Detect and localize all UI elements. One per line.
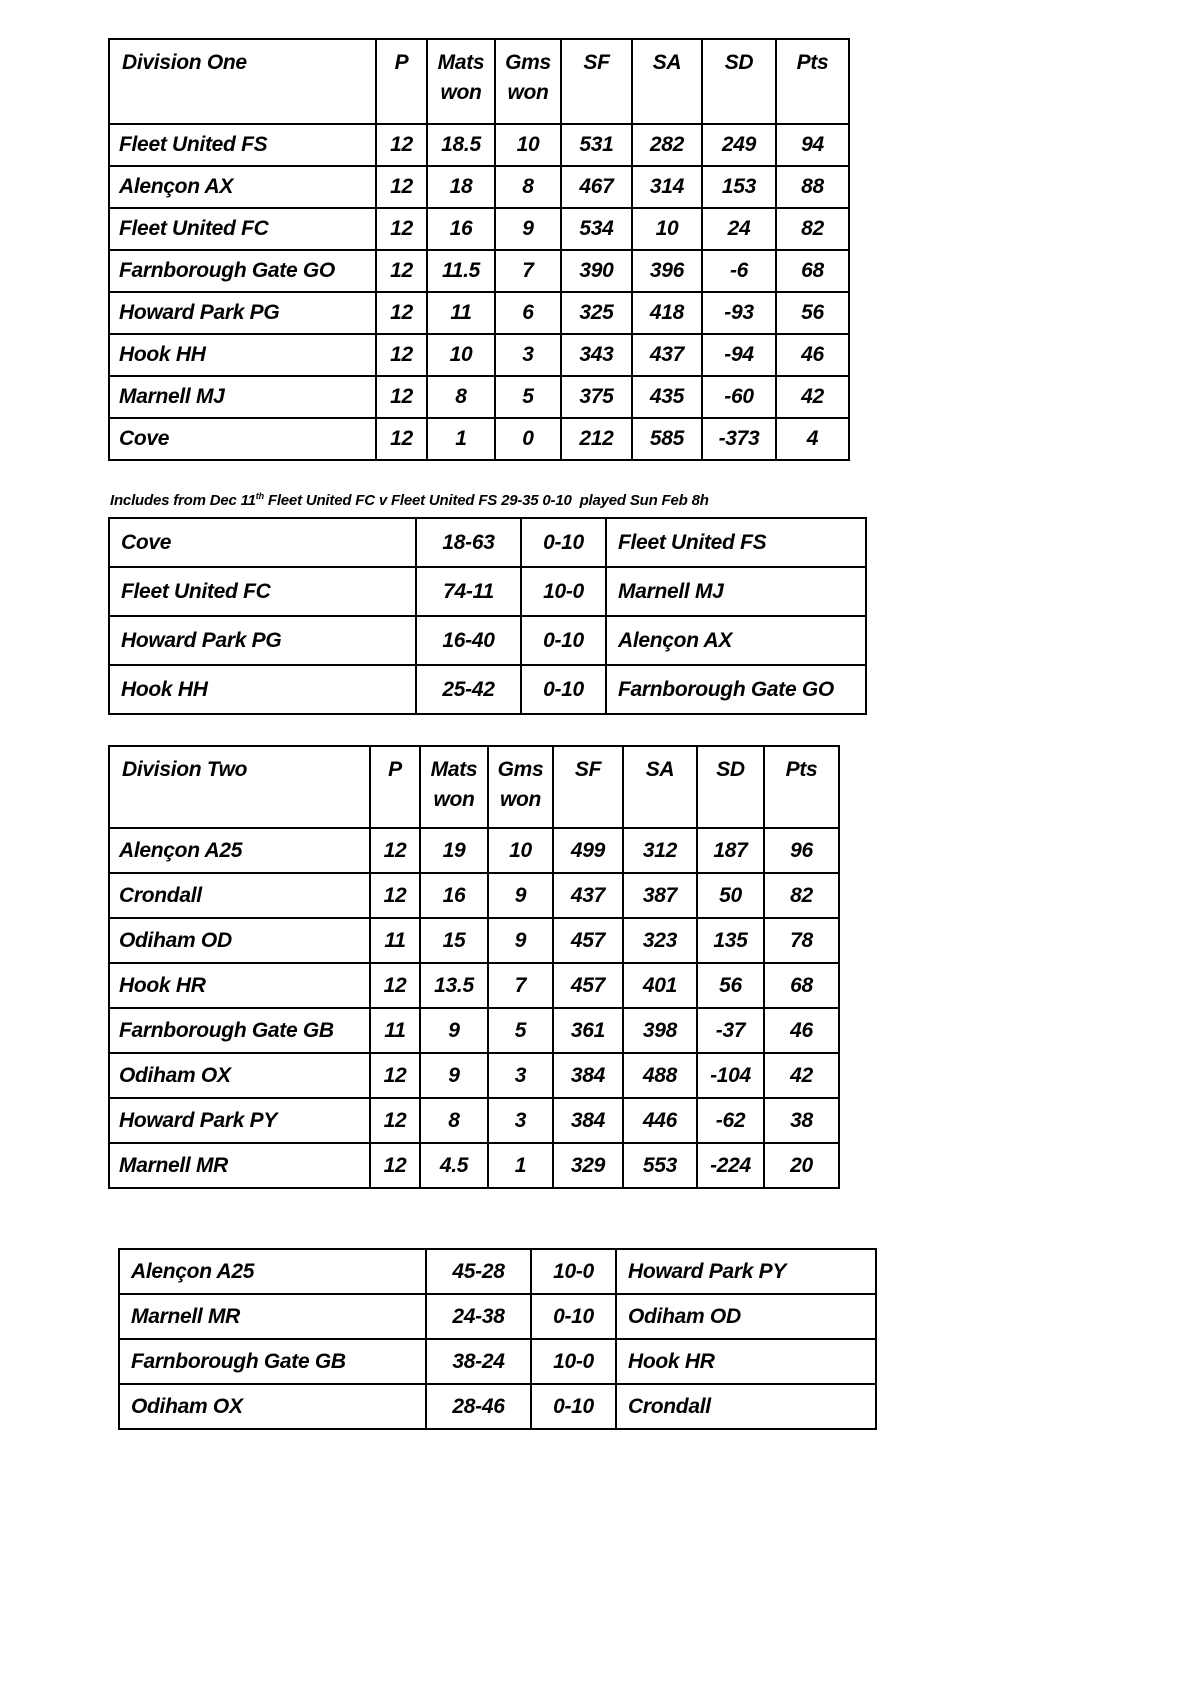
away-team: Farnborough Gate GO — [606, 665, 866, 714]
mats-won: 16 — [427, 208, 495, 250]
gms-won: 6 — [495, 292, 561, 334]
shots-for: 437 — [553, 873, 623, 918]
points: 46 — [764, 1008, 839, 1053]
table-row — [109, 567, 866, 616]
header-row — [109, 39, 849, 124]
mat-score: 45-28 — [426, 1249, 531, 1294]
shot-difference: 135 — [697, 918, 764, 963]
match-points: 0-10 — [531, 1384, 616, 1429]
mats-won: 18.5 — [427, 124, 495, 166]
home-team: Cove — [109, 518, 416, 567]
team-name: Alençon AX — [109, 166, 376, 208]
played: 12 — [376, 250, 427, 292]
col-shots-for: SF — [561, 39, 632, 124]
match-points: 10-0 — [521, 567, 606, 616]
shots-for: 531 — [561, 124, 632, 166]
table-row — [109, 208, 849, 250]
shots-for: 457 — [553, 963, 623, 1008]
shot-difference: -373 — [702, 418, 776, 460]
points: 68 — [776, 250, 849, 292]
table-row — [109, 334, 849, 376]
shot-difference: -62 — [697, 1098, 764, 1143]
shots-against: 585 — [632, 418, 702, 460]
table-row — [109, 1053, 839, 1098]
division-two-standings-table — [108, 745, 840, 1189]
team-name: Crondall — [109, 873, 370, 918]
shots-against: 396 — [632, 250, 702, 292]
team-name: Marnell MJ — [109, 376, 376, 418]
shot-difference: -37 — [697, 1008, 764, 1053]
played: 11 — [370, 918, 420, 963]
away-team: Howard Park PY — [616, 1249, 876, 1294]
played: 12 — [370, 828, 420, 873]
team-name: Hook HH — [109, 334, 376, 376]
col-gms-won: Gms won — [488, 746, 553, 828]
table-row — [109, 1008, 839, 1053]
gms-won: 8 — [495, 166, 561, 208]
shots-for: 325 — [561, 292, 632, 334]
table-row — [109, 1143, 839, 1188]
gms-won: 5 — [495, 376, 561, 418]
shots-for: 467 — [561, 166, 632, 208]
shot-difference: -6 — [702, 250, 776, 292]
table-row — [109, 918, 839, 963]
played: 12 — [370, 963, 420, 1008]
shot-difference: 249 — [702, 124, 776, 166]
played: 12 — [370, 873, 420, 918]
shots-against: 446 — [623, 1098, 697, 1143]
col-shots-for: SF — [553, 746, 623, 828]
shots-against: 401 — [623, 963, 697, 1008]
match-points: 10-0 — [531, 1249, 616, 1294]
mat-score: 74-11 — [416, 567, 521, 616]
played: 12 — [376, 124, 427, 166]
table-row — [109, 963, 839, 1008]
col-gms-won: Gms won — [495, 39, 561, 124]
table-row — [109, 418, 849, 460]
team-name: Odiham OD — [109, 918, 370, 963]
table-row — [109, 518, 866, 567]
points: 42 — [764, 1053, 839, 1098]
col-played: P — [376, 39, 427, 124]
gms-won: 10 — [488, 828, 553, 873]
match-points: 0-10 — [521, 518, 606, 567]
table-row — [109, 250, 849, 292]
col-mats-won: Mats won — [420, 746, 488, 828]
table-row — [119, 1384, 876, 1429]
shots-against: 437 — [632, 334, 702, 376]
shots-against: 387 — [623, 873, 697, 918]
shots-for: 499 — [553, 828, 623, 873]
shot-difference: -93 — [702, 292, 776, 334]
home-team: Marnell MR — [119, 1294, 426, 1339]
shots-against: 418 — [632, 292, 702, 334]
col-shots-against: SA — [623, 746, 697, 828]
shot-difference: 24 — [702, 208, 776, 250]
away-team: Marnell MJ — [606, 567, 866, 616]
table-row — [119, 1339, 876, 1384]
shot-difference: -224 — [697, 1143, 764, 1188]
match-points: 0-10 — [521, 665, 606, 714]
played: 12 — [376, 166, 427, 208]
table-row — [109, 873, 839, 918]
shots-against: 314 — [632, 166, 702, 208]
home-team: Alençon A25 — [119, 1249, 426, 1294]
table-row — [109, 376, 849, 418]
points: 96 — [764, 828, 839, 873]
shots-for: 343 — [561, 334, 632, 376]
gms-won: 7 — [495, 250, 561, 292]
col-points: Pts — [764, 746, 839, 828]
shots-for: 457 — [553, 918, 623, 963]
points: 78 — [764, 918, 839, 963]
mats-won: 13.5 — [420, 963, 488, 1008]
col-shot-difference: SD — [702, 39, 776, 124]
team-name: Howard Park PG — [109, 292, 376, 334]
played: 12 — [376, 334, 427, 376]
mats-won: 9 — [420, 1008, 488, 1053]
division-title: Division One — [109, 39, 376, 124]
shots-against: 323 — [623, 918, 697, 963]
match-points: 0-10 — [531, 1294, 616, 1339]
shot-difference: 153 — [702, 166, 776, 208]
mats-won: 4.5 — [420, 1143, 488, 1188]
mats-won: 18 — [427, 166, 495, 208]
table-row — [119, 1249, 876, 1294]
mats-won: 11 — [427, 292, 495, 334]
shots-for: 329 — [553, 1143, 623, 1188]
played: 12 — [376, 292, 427, 334]
gms-won: 9 — [488, 918, 553, 963]
mats-won: 8 — [420, 1098, 488, 1143]
gms-won: 0 — [495, 418, 561, 460]
note-text-rest: Fleet United FC v Fleet United FS 29-35 0-10 played Sun Feb 8h — [263, 492, 709, 509]
shots-for: 534 — [561, 208, 632, 250]
away-team: Fleet United FS — [606, 518, 866, 567]
gms-won: 5 — [488, 1008, 553, 1053]
division-title: Division Two — [109, 746, 370, 828]
mat-score: 24-38 — [426, 1294, 531, 1339]
shots-for: 361 — [553, 1008, 623, 1053]
played: 11 — [370, 1008, 420, 1053]
shots-against: 435 — [632, 376, 702, 418]
points: 20 — [764, 1143, 839, 1188]
home-team: Hook HH — [109, 665, 416, 714]
played: 12 — [370, 1098, 420, 1143]
shot-difference: 56 — [697, 963, 764, 1008]
shots-for: 212 — [561, 418, 632, 460]
note-superscript: th — [255, 491, 264, 501]
team-name: Fleet United FC — [109, 208, 376, 250]
points: 82 — [776, 208, 849, 250]
mats-won: 19 — [420, 828, 488, 873]
shot-difference: -104 — [697, 1053, 764, 1098]
table-row — [109, 166, 849, 208]
points: 94 — [776, 124, 849, 166]
table-row — [109, 665, 866, 714]
division-one-results-table — [108, 517, 867, 715]
points: 46 — [776, 334, 849, 376]
team-name: Howard Park PY — [109, 1098, 370, 1143]
match-points: 0-10 — [521, 616, 606, 665]
col-shot-difference: SD — [697, 746, 764, 828]
mats-won: 16 — [420, 873, 488, 918]
col-shots-against: SA — [632, 39, 702, 124]
shots-against: 312 — [623, 828, 697, 873]
table-row — [109, 828, 839, 873]
division-two-results-table — [118, 1248, 877, 1430]
shots-against: 398 — [623, 1008, 697, 1053]
shots-for: 384 — [553, 1053, 623, 1098]
note-text: Includes from Dec 11 — [110, 492, 256, 509]
team-name: Farnborough Gate GO — [109, 250, 376, 292]
gms-won: 7 — [488, 963, 553, 1008]
shot-difference: -60 — [702, 376, 776, 418]
played: 12 — [376, 418, 427, 460]
header-row — [109, 746, 839, 828]
table-row — [109, 616, 866, 665]
gms-won: 3 — [488, 1053, 553, 1098]
shot-difference: -94 — [702, 334, 776, 376]
shot-difference: 50 — [697, 873, 764, 918]
shots-for: 375 — [561, 376, 632, 418]
away-team: Crondall — [616, 1384, 876, 1429]
played: 12 — [370, 1053, 420, 1098]
shots-against: 488 — [623, 1053, 697, 1098]
shots-against: 553 — [623, 1143, 697, 1188]
table-row — [109, 292, 849, 334]
mat-score: 16-40 — [416, 616, 521, 665]
away-team: Hook HR — [616, 1339, 876, 1384]
table-row — [109, 1098, 839, 1143]
shots-for: 390 — [561, 250, 632, 292]
home-team: Odiham OX — [119, 1384, 426, 1429]
col-played: P — [370, 746, 420, 828]
played: 12 — [376, 208, 427, 250]
mats-won: 1 — [427, 418, 495, 460]
team-name: Alençon A25 — [109, 828, 370, 873]
team-name: Odiham OX — [109, 1053, 370, 1098]
note — [110, 492, 709, 509]
mats-won: 9 — [420, 1053, 488, 1098]
division-one-standings-table — [108, 38, 850, 461]
away-team: Alençon AX — [606, 616, 866, 665]
away-team: Odiham OD — [616, 1294, 876, 1339]
points: 42 — [776, 376, 849, 418]
match-points: 10-0 — [531, 1339, 616, 1384]
played: 12 — [370, 1143, 420, 1188]
shots-for: 384 — [553, 1098, 623, 1143]
col-mats-won: Mats won — [427, 39, 495, 124]
table-row — [109, 124, 849, 166]
team-name: Marnell MR — [109, 1143, 370, 1188]
played: 12 — [376, 376, 427, 418]
points: 38 — [764, 1098, 839, 1143]
team-name: Farnborough Gate GB — [109, 1008, 370, 1053]
col-points: Pts — [776, 39, 849, 124]
mat-score: 38-24 — [426, 1339, 531, 1384]
points: 82 — [764, 873, 839, 918]
gms-won: 3 — [488, 1098, 553, 1143]
home-team: Fleet United FC — [109, 567, 416, 616]
shots-against: 10 — [632, 208, 702, 250]
mat-score: 25-42 — [416, 665, 521, 714]
mats-won: 8 — [427, 376, 495, 418]
shot-difference: 187 — [697, 828, 764, 873]
mat-score: 28-46 — [426, 1384, 531, 1429]
home-team: Howard Park PG — [109, 616, 416, 665]
points: 4 — [776, 418, 849, 460]
points: 88 — [776, 166, 849, 208]
home-team: Farnborough Gate GB — [119, 1339, 426, 1384]
points: 68 — [764, 963, 839, 1008]
gms-won: 10 — [495, 124, 561, 166]
mats-won: 15 — [420, 918, 488, 963]
mat-score: 18-63 — [416, 518, 521, 567]
table-row — [119, 1294, 876, 1339]
points: 56 — [776, 292, 849, 334]
mats-won: 10 — [427, 334, 495, 376]
gms-won: 9 — [488, 873, 553, 918]
team-name: Hook HR — [109, 963, 370, 1008]
gms-won: 3 — [495, 334, 561, 376]
gms-won: 1 — [488, 1143, 553, 1188]
team-name: Fleet United FS — [109, 124, 376, 166]
team-name: Cove — [109, 418, 376, 460]
gms-won: 9 — [495, 208, 561, 250]
shots-against: 282 — [632, 124, 702, 166]
mats-won: 11.5 — [427, 250, 495, 292]
